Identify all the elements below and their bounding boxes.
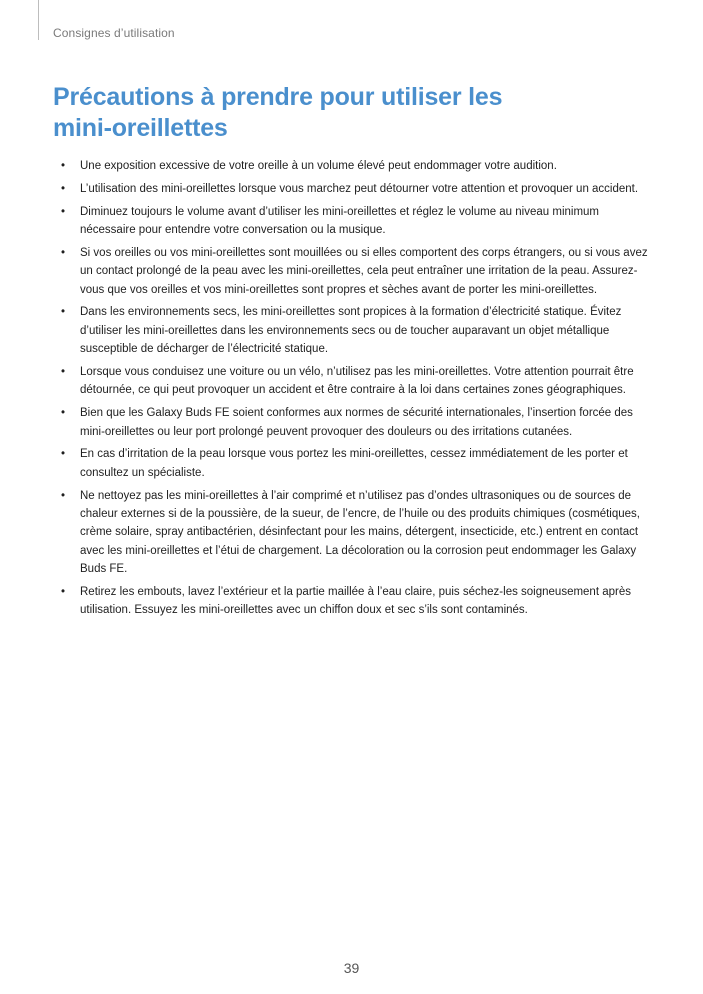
- list-item-text: Lorsque vous conduisez une voiture ou un vélo, n’utilisez pas les mini-oreillettes. Votre attention pourrait être détournée, ce qui peut provoquer un accident et être contraire à la loi dans certaines zones géographiques.: [80, 366, 634, 397]
- list-item: [61, 487, 653, 579]
- bullet-icon: •: [61, 407, 66, 420]
- list-item-text: L’utilisation des mini-oreillettes lorsque vous marchez peut détourner votre attention et provoquer un accident.: [80, 182, 639, 195]
- list-item: [61, 157, 653, 175]
- bullet-icon: •: [61, 182, 66, 195]
- list-item: [61, 445, 653, 482]
- precautions-list: [61, 157, 653, 624]
- list-item: [61, 363, 653, 400]
- list-item: [61, 404, 653, 441]
- list-item-text: Bien que les Galaxy Buds FE soient conformes aux normes de sécurité internationales, l’insertion forcée des mini-oreillettes ou leur port prolongé peuvent provoquer des douleurs ou des irritations cutanées.: [80, 407, 633, 438]
- list-item: [61, 244, 653, 299]
- list-item: [61, 583, 653, 620]
- bullet-icon: •: [61, 448, 66, 461]
- page-title: [53, 82, 613, 144]
- list-item-text: En cas d’irritation de la peau lorsque vous portez les mini-oreillettes, cessez immédiatement de les porter et consultez un spécialiste.: [80, 448, 628, 479]
- list-item-text: Dans les environnements secs, les mini-oreillettes sont propices à la formation d’électricité statique. Évitez d’utiliser les mini-oreillettes dans les environnements secs ou de toucher auparavant un objet métallique susceptible de décharger de l’électricité statique.: [80, 306, 622, 356]
- list-item-text: Si vos oreilles ou vos mini-oreillettes sont mouillées ou si elles comportent des corps étrangers, ou si vous avez un contact prolongé de la peau avec les mini-oreillettes, cela peut entraîner une irritation de la peau. Assurez-vous que vos oreilles et vos mini-oreillettes sont propres et sèches avant de porter les mini-oreillettes.: [80, 246, 648, 296]
- page-title-line-1: Précautions à prendre pour utiliser les: [53, 83, 503, 111]
- page-title-line-2: mini-oreillettes: [53, 114, 228, 142]
- list-item-text: Diminuez toujours le volume avant d’utiliser les mini-oreillettes et réglez le volume au niveau minimum nécessaire pour entendre votre conversation ou la musique.: [80, 205, 599, 236]
- bullet-icon: •: [61, 586, 66, 599]
- list-item-text: Une exposition excessive de votre oreille à un volume élevé peut endommager votre audition.: [80, 160, 557, 172]
- list-item: [61, 203, 653, 240]
- bullet-icon: •: [61, 366, 66, 379]
- bullet-icon: •: [61, 246, 66, 259]
- section-header: Consignes d’utilisation: [53, 26, 175, 40]
- list-item: [61, 180, 653, 198]
- header-divider: [38, 0, 39, 40]
- bullet-icon: •: [61, 205, 66, 218]
- list-item-text: Retirez les embouts, lavez l’extérieur et la partie maillée à l’eau claire, puis séchez-les soigneusement après utilisation. Essuyez les mini-oreillettes avec un chiffon doux et sec s’ils sont contaminés.: [80, 586, 631, 617]
- bullet-icon: •: [61, 160, 66, 172]
- bullet-icon: •: [61, 489, 66, 502]
- page-number: 39: [343, 960, 360, 976]
- list-item: [61, 303, 653, 358]
- bullet-icon: •: [61, 306, 66, 319]
- list-item-text: Ne nettoyez pas les mini-oreillettes à l’air comprimé et n’utilisez pas d’ondes ultrasoniques ou de sources de chaleur externes si de la poussière, de la sueur, de l’encre, de l’huile ou des produits chimiques (cosmétiques, crème solaire, spray antibactérien, désinfectant pour les mains, détergent, insecticide, etc.) entrent en contact avec les mini-oreillettes et l’étui de chargement. La décoloration ou la corrosion peut endommager les Galaxy Buds FE.: [80, 489, 640, 576]
